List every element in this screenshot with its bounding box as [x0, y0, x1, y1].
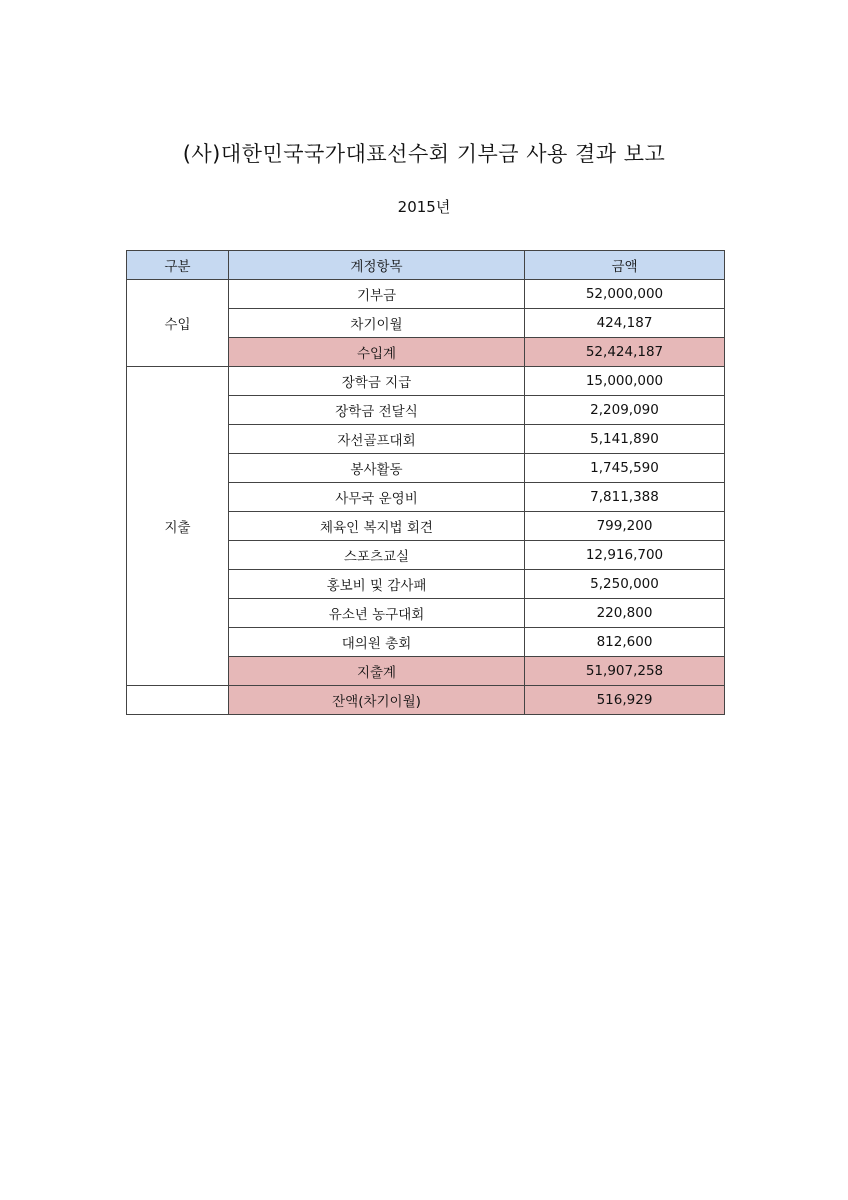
balance-label: 잔액(차기이월) — [229, 686, 525, 715]
expense-group-label: 지출 — [127, 367, 229, 686]
header-category: 구분 — [127, 251, 229, 280]
row-amount: 424,187 — [525, 309, 725, 338]
header-amount: 금액 — [525, 251, 725, 280]
row-item: 체육인 복지법 회견 — [229, 512, 525, 541]
balance-amount: 516,929 — [525, 686, 725, 715]
table-row — [127, 367, 725, 396]
header-account-item: 계정항목 — [229, 251, 525, 280]
row-item: 스포츠교실 — [229, 541, 525, 570]
expense-total-amount: 51,907,258 — [525, 657, 725, 686]
income-total-amount: 52,424,187 — [525, 338, 725, 367]
row-amount: 15,000,000 — [525, 367, 725, 396]
row-item: 홍보비 및 감사패 — [229, 570, 525, 599]
row-item: 장학금 지급 — [229, 367, 525, 396]
table-row — [127, 280, 725, 309]
row-amount: 5,141,890 — [525, 425, 725, 454]
row-amount: 7,811,388 — [525, 483, 725, 512]
row-amount: 799,200 — [525, 512, 725, 541]
income-total-label: 수입계 — [229, 338, 525, 367]
row-item: 대의원 총회 — [229, 628, 525, 657]
row-item: 봉사활동 — [229, 454, 525, 483]
row-amount: 52,000,000 — [525, 280, 725, 309]
row-amount: 2,209,090 — [525, 396, 725, 425]
row-amount: 1,745,590 — [525, 454, 725, 483]
row-amount: 220,800 — [525, 599, 725, 628]
row-item: 차기이월 — [229, 309, 525, 338]
report-table — [126, 250, 725, 715]
report-year: 2015년 — [397, 198, 451, 216]
table-header-row — [127, 251, 725, 280]
page-title: (사)대한민국국가대표선수회 기부금 사용 결과 보고 — [182, 142, 666, 166]
row-item: 사무국 운영비 — [229, 483, 525, 512]
row-amount: 812,600 — [525, 628, 725, 657]
row-amount: 12,916,700 — [525, 541, 725, 570]
row-item: 장학금 전달식 — [229, 396, 525, 425]
row-item: 유소년 농구대회 — [229, 599, 525, 628]
balance-group-label — [127, 686, 229, 715]
row-amount: 5,250,000 — [525, 570, 725, 599]
row-item: 기부금 — [229, 280, 525, 309]
income-group-label: 수입 — [127, 280, 229, 367]
balance-row — [127, 686, 725, 715]
row-item: 자선골프대회 — [229, 425, 525, 454]
expense-total-label: 지출계 — [229, 657, 525, 686]
